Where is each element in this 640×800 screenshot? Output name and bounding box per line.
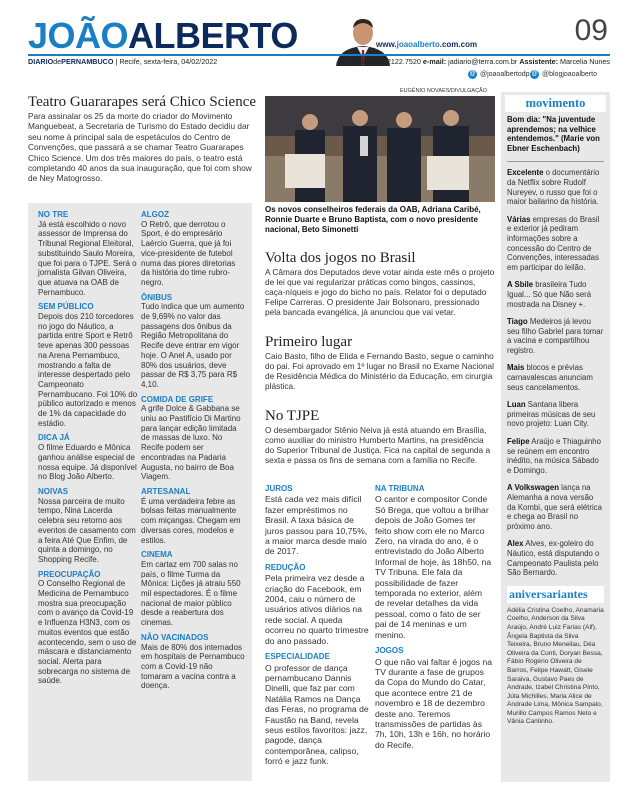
- sidebar-note-lead: A Volkswagen: [507, 483, 559, 493]
- social-blog[interactable]: @ @blogjoaoalberto: [531, 71, 597, 78]
- contact-line: Telefone: 2122.7520 e-mail: jadiario@terra.com.br Assistente: Marcelia Nunes: [353, 57, 610, 66]
- note-heading: NA TRIBUNA: [375, 484, 425, 493]
- sidebar-note-lead: Luan: [507, 400, 526, 410]
- sidebar-note: [507, 363, 604, 392]
- sidebar-note-lead: Mais: [507, 363, 525, 373]
- website-url[interactable]: www.joaoalberto.com.com: [376, 40, 478, 49]
- sidebar-note-text: brasileira Tudo Igual... Só que Não será mostrada na Disney +.: [507, 280, 592, 309]
- note-heading: JUROS: [265, 484, 293, 493]
- sidebar-note-lead: Excelente: [507, 168, 544, 178]
- social-instagram[interactable]: @ @joaoalbertodp: [469, 71, 530, 78]
- mid-column-1: [265, 484, 373, 767]
- note-text: É uma verdadeira febre as bolsas feitas manualmente com miçangas. Chegam em diversas cores, modelos e estilos.: [141, 496, 241, 545]
- sidebar-note-lead: Tiago: [507, 317, 528, 327]
- paper-dateline: DIARIOdePERNAMBUCO | Recife, sexta-feira, 04/02/2022: [28, 57, 218, 66]
- sidebar-items: [501, 115, 610, 578]
- note-heading: DICA JÁ: [38, 433, 70, 443]
- notes-column-1: [38, 210, 138, 686]
- note-heading: PREOCUPAÇÃO: [38, 569, 101, 579]
- headline-volta-jogos: Volta dos jogos no Brasil: [265, 250, 416, 266]
- sidebar-note: [507, 215, 604, 273]
- sidebar-note: [507, 539, 604, 577]
- note-text: O professor de dança pernambucano Dannis Dinelli, que faz par com Natália Ramos na Dança das Feras, no programa de Faustão na Band, revela seus estilos favoritos: jazz, pagode, dança contemporânea, calipso, forró e jazz funk.: [265, 662, 369, 767]
- sidebar-note-text: empresas do Brasil e exterior já pediram informações sobre a concessão do Centro de Convenções, interessadas em participar do leilão.: [507, 214, 600, 272]
- note-text: Tudo indica que um aumento de 9,69% no valor das passagens dos ônibus da Região Metropolitana do Recife deve entrar em vigor hoje. O Anel A, usado por 80% dos usuários, deve passar de R$ 3,75 para R$ 4,10.: [141, 302, 245, 389]
- sidebar-note: [507, 317, 604, 355]
- sidebar-note-text: Alves, ex-goleiro do Náutico, está disputando o Campeonato Paulista pelo São Bernardo.: [507, 539, 600, 578]
- note-heading: REDUÇÃO: [265, 562, 306, 572]
- sidebar-note-lead: Bom dia:: [507, 115, 543, 124]
- note-heading: ÔNIBUS: [141, 292, 173, 302]
- note-heading: JOGOS: [375, 646, 404, 656]
- body-volta-jogos: A Câmara dos Deputados deve votar ainda este mês o projeto de lei que vai regularizar práticas como bingos, cassinos, caça-níqueis e jogo do bicho no país. Relator foi o deputado Felipe Carreras. O presidente Jair Bolsonaro, pressionado pela bancada evangélica, já anunciou que vai vetar.: [265, 267, 495, 318]
- sidebar-note: [507, 437, 604, 475]
- photo-caption: Os novos conselheiros federais da OAB, Adriana Caribé, Ronnie Duarte e Bruno Baptista, com o novo presidente nacional, Beto Simonetti: [265, 205, 481, 234]
- note-text: Nossa parceira de muito tempo, Nina Lacerda celebra seu retorno aos eventos de casamento com a feira Até Que Enfim, de quinta a domingo, no Shopping Recife.: [38, 496, 136, 564]
- birthday-names: Adélia Cristina Coelho, Anamaria Coelho, Anderson da Silva Araújo, André Luiz Farias (Alf), Ângela Baptista da Silva Teixeira, Bruno Meneilau, Déa Oliveira da Cunti, Doryan Bessa, Fábio Rogério Oliveira de Barros, Felipe Hawatt, Gisele Saraiva, Gustavo Paes de Andrade, Izabel Christina Pinto, Júta Michilles, Maria Alice de Andrade Lima, Mônica Sampaio, Murillo Campos Ramos Neto e Vânia Cantinho.: [507, 606, 604, 726]
- note-heading: CINEMA: [141, 550, 173, 560]
- note-heading: NOIVAS: [38, 486, 69, 496]
- sidebar-note-text: Santana libera primeiras músicas de seu novo projeto: Luan City.: [507, 400, 596, 429]
- note-text: Mais de 80% dos internados em hospitais de Pernambuco com a Covid-19 não tomaram a vacina contra a doença.: [141, 642, 245, 691]
- sidebar-note: [507, 115, 604, 153]
- column-logo: JOÃOALBERTO: [28, 15, 298, 56]
- sidebar-note-lead: Alex: [507, 539, 524, 549]
- sidebar-note-text: o documentário da Netflix sobre Rudolf Nureyev, o russo que foi o maior bailarino da história.: [507, 168, 600, 207]
- sidebar-note-text: Araújo e Thiaguinho se reúnem em encontro inédito, na música Sábado e Domingo.: [507, 437, 601, 475]
- news-photo: [265, 96, 495, 202]
- note-text: A grife Dolce & Gabbana se uniu ao Pastifício Di Martino para lançar edição limitada de massas de luxo. No Recife podem ser encontradas na Padaria Augusta, no bairro de Boa Viagem.: [141, 404, 241, 482]
- headline-primeiro-lugar: Primeiro lugar: [265, 334, 353, 350]
- lead-body: Para assinalar os 25 da morte do criador do Movimento Manguebeat, a Secretaria de Turismo do Estado decidiu dar seu nome à principal sala de espetáculos do Centro de Convenções, que passará a se chamar Teatro Guararapes Chico Science. Um dos três maiores do país, o teatro está completando 40 anos da sua inauguração, que foi com show de Ney Matogrosso.: [28, 111, 252, 184]
- sidebar-title: movimento: [505, 95, 606, 112]
- note-text: Depois dos 210 torcedores no jogo do Náutico, a partida entre Sport e Retrô teve apenas 300 pessoas na Arena Pernambuco, mostrando a falta de interesse despertado pelo Campeonato Pernambucano. Foi 10% do público autorizado e menos de 1% da capacidade do estádio.: [38, 312, 138, 428]
- sidebar-divider: [507, 161, 604, 162]
- note-heading: NO TRE: [38, 210, 69, 219]
- notes-column-2: [141, 210, 245, 691]
- note-text: Em cartaz em 700 salas no país, o filme Turma da Mônica: Lições já atraiu 550 mil espectadores. É o filme nacional de maior público desde a reabertura dos cinemas.: [141, 559, 241, 628]
- lead-headline: Teatro Guararapes será Chico Science: [28, 94, 257, 110]
- sidebar-note-text: Medeiros já levou seu filho Gabriel para tomar a vacina e compartilhou registro.: [507, 317, 604, 355]
- sidebar-note-lead: A Sbile: [507, 280, 534, 290]
- social-icon: @: [469, 71, 476, 77]
- sidebar-note-text: lança na Alemanha a nova versão da Kombi, que será elétrica e chega ao Brasil no próximo ano.: [507, 483, 602, 531]
- note-text: O filme Eduardo e Mônica ganhou análise especial de nossa equipe. Já disponível no Blog João Alberto.: [38, 443, 137, 482]
- note-text: O Conselho Regional de Medicina de Pernambuco mostra sua preocupação com o avanço da Covid-19 e Influenza H3N3, com os muitos eventos que estão acontecendo, sem o uso de máscara e distanciamento social. Alerta para sobrecarga no sistema de saúde.: [38, 579, 137, 686]
- body-no-tjpe: O desembargador Stênio Neiva já está atuando em Brasília, como auxiliar do ministro Humberto Martins, na presidência do Superior Tribunal de Justiça. Fica na capital de segunda a sexta e passa os fins de semana com a família no Recife.: [265, 425, 491, 466]
- note-text: O Retrô, que derrotou o Sport, é do empresário Laércio Guerra, que já foi vice-presidente de futebol numa das piores diretorias da história do time rubro-negro.: [141, 219, 236, 287]
- headline-no-tjpe: No TJPE: [265, 408, 320, 424]
- note-text: Já está escolhido o novo assessor de Imprensa do Tribunal Regional Eleitoral, substituindo Saulo Moreira, que foi para o TJPE. Será o jornalista Gilvan Oliveira, que atuava na OAB de Pernambuco.: [38, 219, 137, 297]
- sidebar-note: [507, 280, 604, 309]
- note-text: O que não vai faltar é jogos na TV durante a fase de grupos da Copa do Mundo do Catar, que acontece entre 21 de novembro e 18 de dezembro deste ano. Teremos transmissões de partidas às 7h, 10h, 13h e 16h, no horário do Recife.: [375, 656, 493, 750]
- sidebar-note-lead: Várias: [507, 214, 531, 224]
- sidebar-note-lead: Felipe: [507, 437, 530, 447]
- note-heading: COMIDA DE GRIFE: [141, 394, 214, 404]
- mid-column-2: [375, 484, 493, 750]
- note-heading: ESPECIALIDADE: [265, 652, 330, 662]
- sidebar-note: [507, 400, 604, 429]
- note-text: O cantor e compositor Conde Só Brega, que voltou a brilhar depois de João Gomes ter feito show com ele no Marco Zero, na virada do ano, é o entrevistado do João Alberto Informal de hoje, às 18h50, na TV Tribuna. Ele fala da possibilidade de fazer temporada no exterior, além de revelar detalhes da vida pessoal, como o fato de ser pai de 14 meninas e um menino.: [375, 494, 492, 640]
- page-number: 09: [574, 14, 608, 47]
- note-text: Pela primeira vez desde a criação do Facebook, em 2004, caiu o número de usuários ativos diários na rede social. A queda ocorreu no quarto trimestre do ano passado.: [265, 573, 369, 646]
- body-primeiro-lugar: Caio Basto, filho de Elida e Fernando Basto, segue o caminho do pai. Foi aprovado em 1º lugar no Brasil no Exame Nacional de Residência Médica do Ministério da Educação, em cirurgia plástica.: [265, 351, 495, 392]
- sidebar-note: [507, 168, 604, 206]
- info-bar: [28, 54, 610, 66]
- sidebar-movimento: [501, 92, 610, 782]
- note-heading: SEM PÚBLICO: [38, 302, 94, 312]
- sidebar-note-text: blocos e prévias carnavalescas anunciam seus cancelamentos.: [507, 363, 593, 392]
- birthday-title: aniversariantes: [507, 586, 604, 603]
- social-icon: @: [531, 71, 538, 77]
- note-heading: ARTESANAL: [141, 486, 191, 496]
- sidebar-note-text: "Na juventude aprendemos; na velhice entendemos." (Marie von Ebner Eschenbach): [507, 115, 600, 153]
- note-text: Está cada vez mais difícil fazer empréstimos no Brasil. A taxa básica de juros passou para 10,75%, a maior marca desde maio de 2017.: [265, 494, 368, 557]
- photo-credit: EUGÊNIO NOVAES/DIVULGAÇÃO: [400, 88, 488, 94]
- sidebar-note: [507, 483, 604, 531]
- note-heading: NÃO VACINADOS: [141, 632, 209, 642]
- note-heading: ALGOZ: [141, 210, 169, 219]
